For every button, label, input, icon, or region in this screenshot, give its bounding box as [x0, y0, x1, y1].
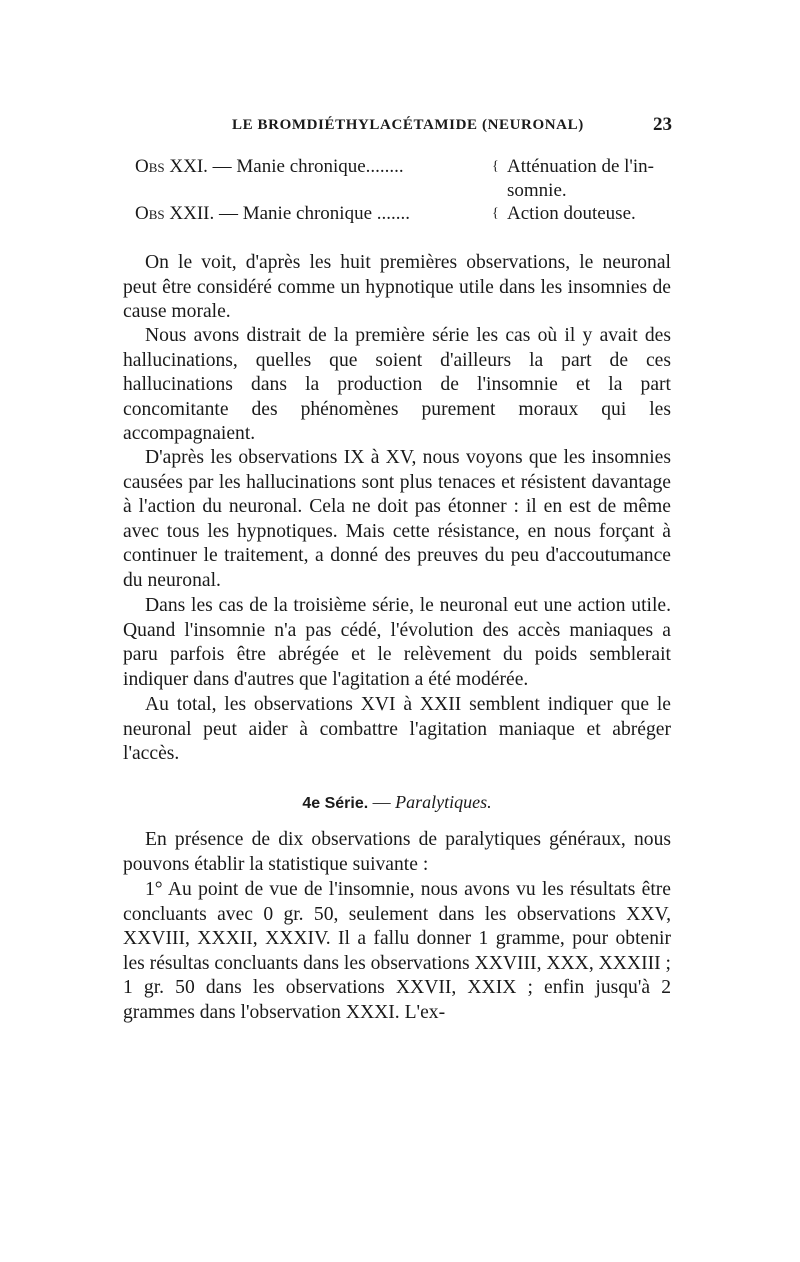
- running-title: LE BROMDIÉTHYLACÉTAMIDE (NEURONAL): [232, 117, 584, 133]
- body-paragraph: Dans les cas de la troisième série, le neuronal eut une action utile. Quand l'insomnie n'a pas cédé, l'évolution des accès maniaques a paru parfois être abrégée et le relèvement du poids semblerait indiquer dans d'autres que l'agitation a été modérée.: [123, 595, 671, 690]
- section-number: 4e Série.: [302, 795, 369, 812]
- page-number: 23: [653, 114, 672, 135]
- brace-icon: {: [492, 159, 499, 174]
- observation-label: Obs XXII. — Manie chronique .......: [135, 203, 410, 224]
- body-paragraph: 1° Au point de vue de l'insomnie, nous avons vu les résultats être concluants avec 0 gr. 50, seulement dans les observations XXV, XXVIII, XXXII, XXXIV. Il a fallu donner 1 gramme, pour obtenir les résultas concluants dans les observations XXVIII, XXX, XXXIII ; 1 gr. 50 dans les observations XXVII, XXIX ; enfin jusqu'à 2 grammes dans l'observation XXXI. L'ex-: [123, 879, 671, 1023]
- section-heading: 4e Série. — Paralytiques.: [302, 792, 492, 812]
- body-paragraph: Nous avons distrait de la première série les cas où il y avait des hallucinations, quelles que soient d'ailleurs la part de ces hallucinations dans la production de l'insomnie et la part concomitante des phénomènes purement moraux qui les accompagnaient.: [123, 325, 671, 445]
- body-paragraph: D'après les observations IX à XV, nous voyons que les insomnies causées par les hallucinations sont plus tenaces et résistent davantage à l'action du neuronal. Cela ne doit pas étonner : il en est de même avec tous les hypnotiques. Mais cette résistance, en nous forçant à continuer le traitement, a donné des preuves du peu d'accoutumance du neuronal.: [123, 447, 671, 591]
- body-paragraph: Au total, les observations XVI à XXII semblent indiquer que le neuronal peut aider à combattre l'agitation maniaque et abréger l'accès.: [123, 694, 671, 765]
- running-header: [232, 114, 672, 140]
- body-paragraph: On le voit, d'après les huit premières observations, le neuronal peut être considéré comme un hypnotique utile dans les insomnies de cause morale.: [123, 252, 671, 323]
- section-title: Paralytiques.: [395, 792, 492, 812]
- body-paragraph: En présence de dix observations de paralytiques généraux, nous pouvons établir la statistique suivante :: [123, 829, 671, 875]
- observation-result: Action douteuse.: [507, 203, 636, 224]
- brace-icon: {: [492, 206, 499, 221]
- observation-label: Obs XXI. — Manie chronique........: [135, 156, 404, 177]
- observation-entry: [135, 155, 675, 203]
- observation-entry: [135, 202, 675, 226]
- observation-result: Atténuation de l'in- somnie.: [507, 156, 654, 201]
